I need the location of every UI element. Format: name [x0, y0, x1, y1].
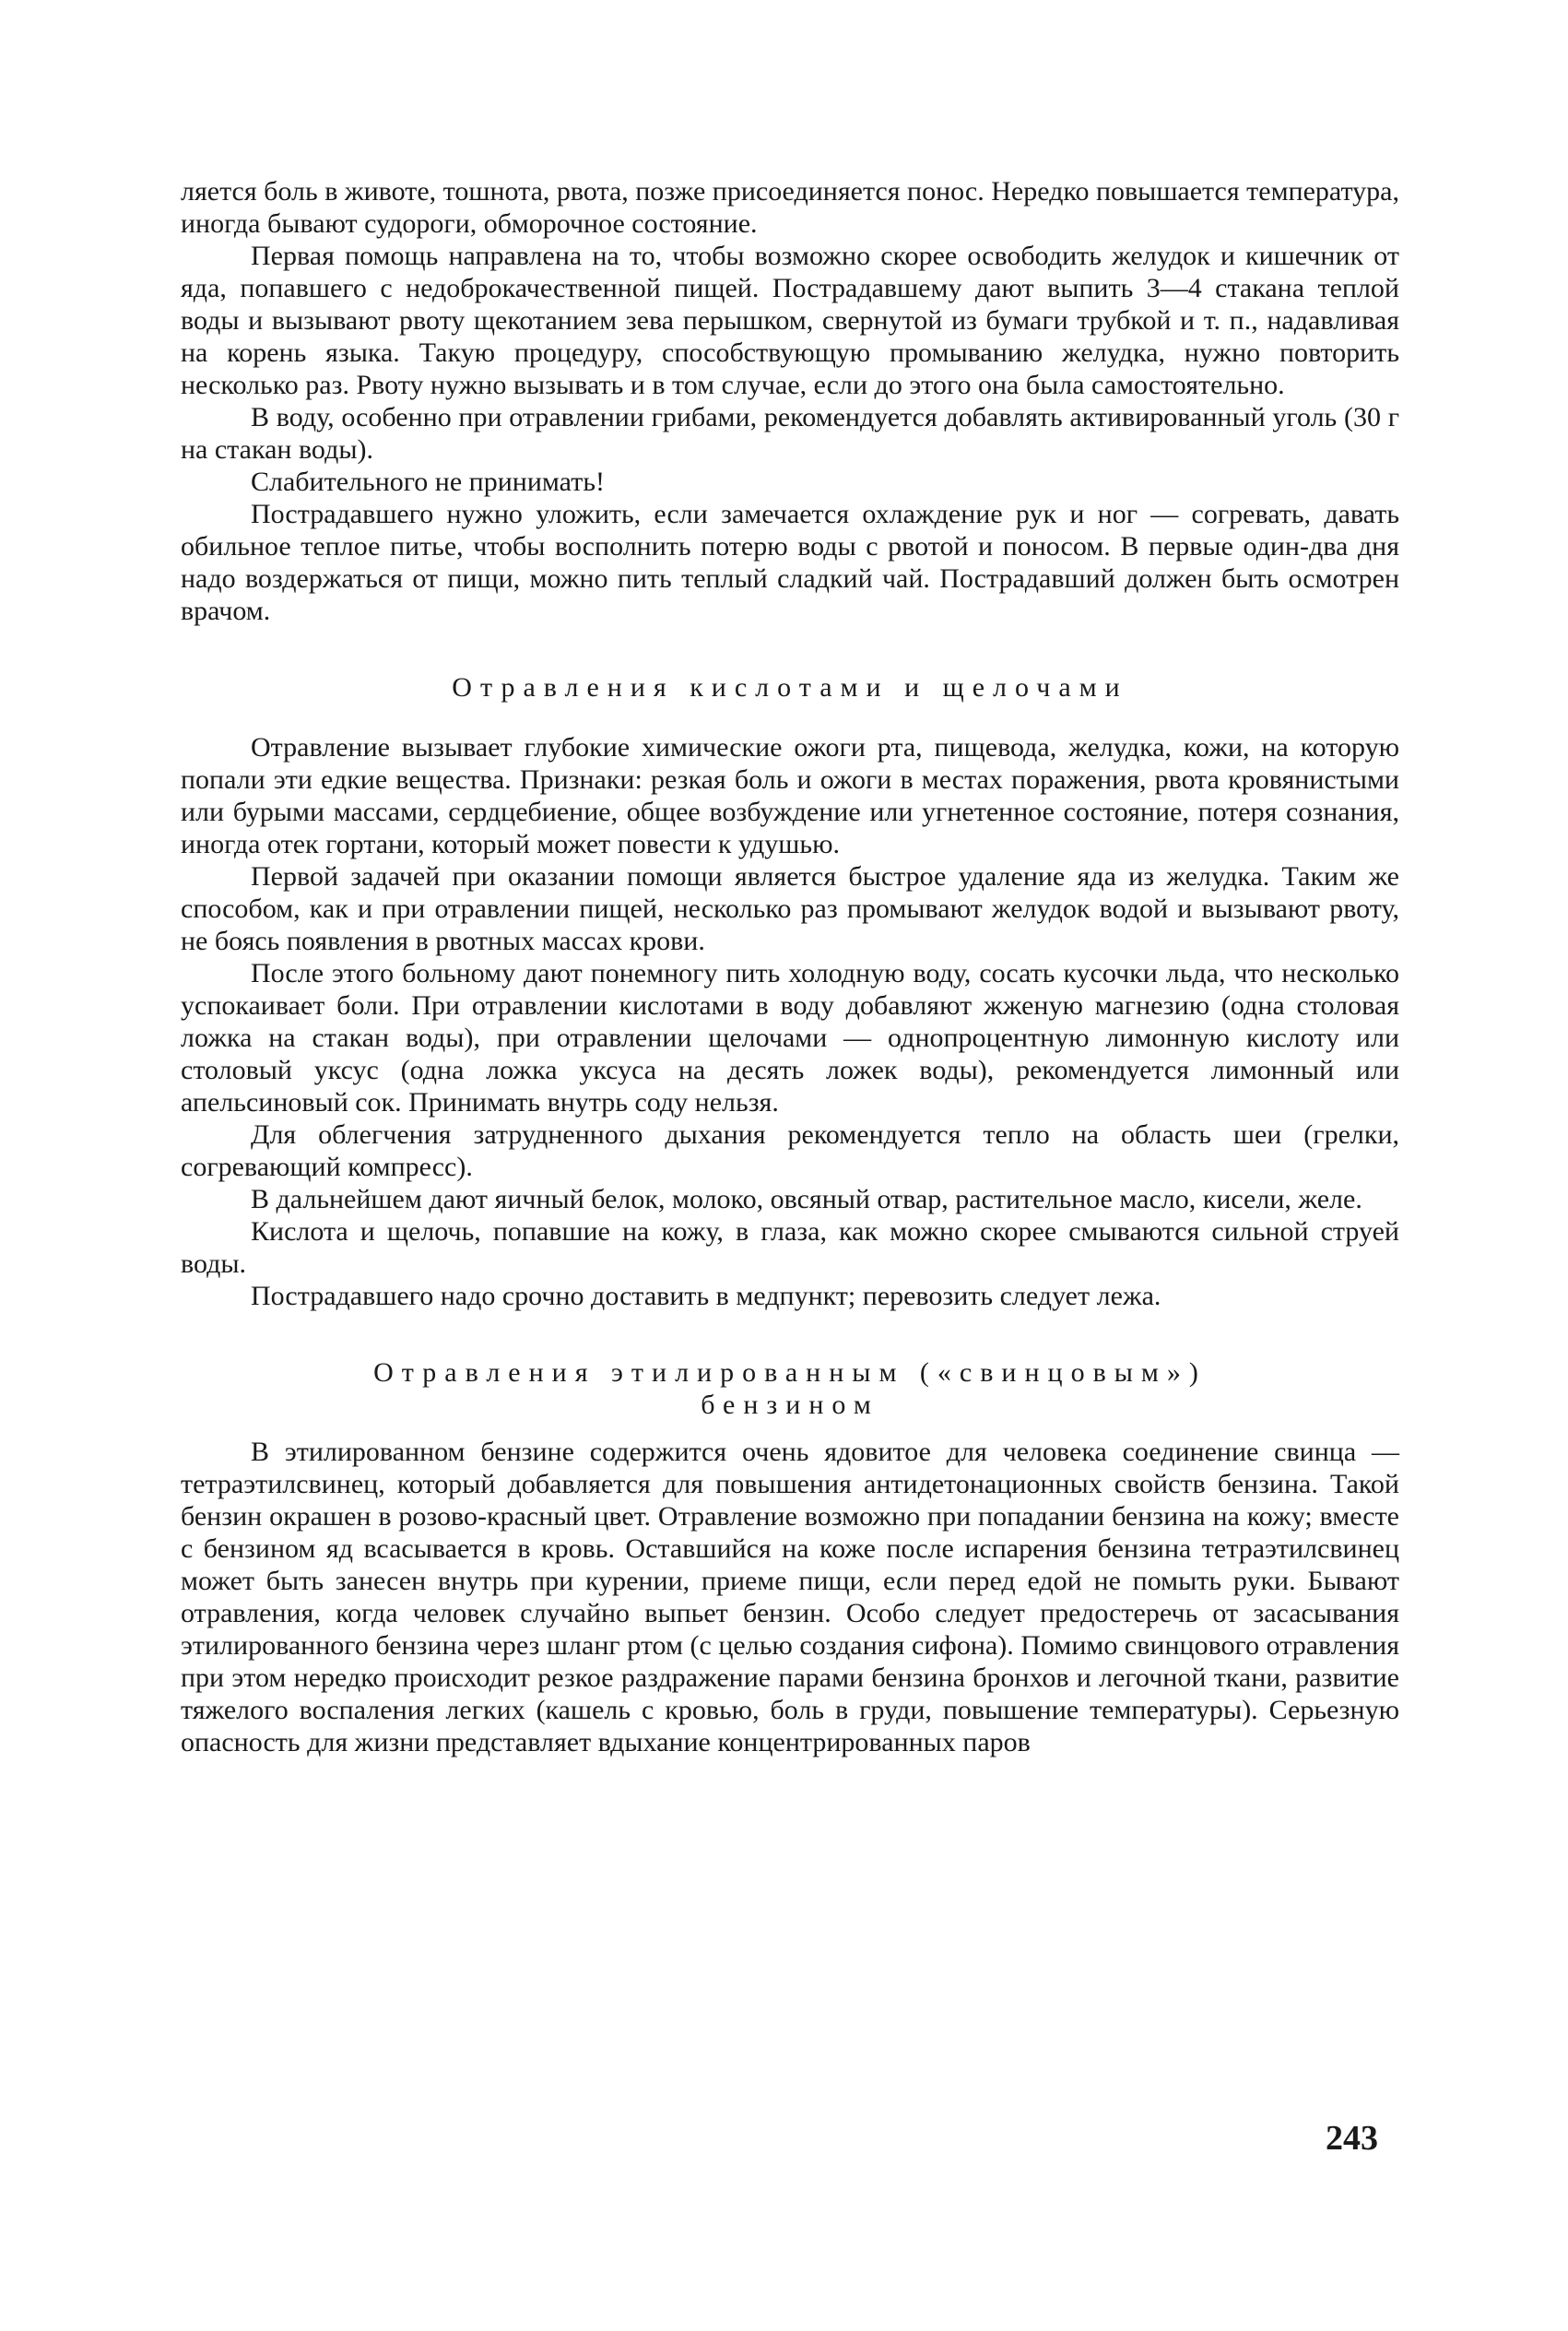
- paragraph-no-laxatives: Слабительного не принимать!: [251, 467, 605, 497]
- paragraph-acid-breathing: Для облегчения затрудненного дыхания рекомендуется тепло на область шеи (грелки, согревающий компресс).: [181, 1119, 1399, 1182]
- section-heading-acids-alkalis: Отравления кислотами и щелочами: [452, 672, 1128, 703]
- paragraph-acid-cold-water: После этого больному дают понемногу пить холодную воду, сосать кусочки льда, что несколько успокаивает боли. При отравлении кислотами в воду добавляют жженую магнезию (одна столовая ложка на стакан воды), при отравлении щелочами — однопроцентную лимонную кислоту или столовый уксус (одна ложка уксуса на десять ложек воды), рекомендуется лимонный или апельсиновый сок. Принимать внутрь соду нельзя.: [181, 958, 1399, 1118]
- paragraph-gasoline: В этилированном бензине содержится очень ядовитое для человека соединение свинца — тетраэтилсвинец, который добавляется для повышения антидетонационных свойств бензина. Такой бензин окрашен в розово-красный цвет. Отравление возможно при попадании бензина на кожу; вместе с бензином яд всасывается в кровь. Оставшийся на коже после испарения бензина тетраэтилсвинец может быть занесен внутрь при курении, приеме пищи, если перед едой не помыть руки. Бывают отравления, когда человек случайно выпьет бензин. Особо следует предостеречь от засасывания этилированного бензина через шланг ртом (с целью создания сифона). Помимо свинцового отравления при этом нередко происходит резкое раздражение парами бензина бронхов и легочной ткани, развитие тяжелого воспаления легких (кашель с кровью, боль в груди, повышение температуры). Серьезную опасность для жизни представляет вдыхание концентрированных паров: [181, 1437, 1399, 1757]
- paragraph-acid-transport: Пострадавшего надо срочно доставить в медпункт; перевозить следует лежа.: [251, 1281, 1161, 1311]
- paragraph-acid-first-task: Первой задачей при оказании помощи является быстрое удаление яда из желудка. Таким же способом, как и при отравлении пищей, несколько раз промывают желудок водой и вызывают рвоту, не боясь появления в рвотных массах крови.: [181, 861, 1399, 956]
- paragraph-warming: Пострадавшего нужно уложить, если замечается охлаждение рук и ног — согревать, давать обильное теплое питье, чтобы восполнить потерю воды с рвотой и поносом. В первые один-два дня надо воздержаться от пищи, можно пить теплый сладкий чай. Пострадавший должен быть осмотрен врачом.: [181, 499, 1399, 626]
- paragraph-acid-further: В дальнейшем дают яичный белок, молоко, овсяный отвар, растительное масло, кисели, желе.: [251, 1184, 1362, 1214]
- paragraph-continuation: ляется боль в животе, тошнота, рвота, позже присоединяется понос. Нередко повышается температура, иногда бывают судороги, обморочное состояние.: [181, 176, 1399, 239]
- section-heading-line1: Отравления этилированным («свинцовым»): [373, 1357, 1207, 1388]
- paragraph-first-aid: Первая помощь направлена на то, чтобы возможно скорее освободить желудок и кишечник от яда, попавшего с недоброкачественной пищей. Пострадавшему дают выпить 3—4 стакана теплой воды и вызывают рвоту щекотанием зева перышком, свернутой из бумаги трубкой и т. п., надавливая на корень языка. Такую процедуру, способствующую промыванию желудка, нужно повторить несколько раз. Рвоту нужно вызывать и в том случае, если до этого она была самостоятельно.: [181, 241, 1399, 400]
- page-number: 243: [1326, 2119, 1378, 2158]
- section-heading-leaded-gasoline: [181, 1356, 1399, 1421]
- paragraph-acid-symptoms: Отравление вызывает глубокие химические ожоги рта, пищевода, желудка, кожи, на которую попали эти едкие вещества. Признаки: резкая боль и ожоги в местах поражения, рвота кровянистыми или бурыми массами, сердцебиение, общее возбуждение или угнетенное состояние, потеря сознания, иногда отек гортани, который может повести к удушью.: [181, 732, 1399, 859]
- section-heading-line2: бензином: [701, 1390, 879, 1420]
- paragraph-activated-charcoal: В воду, особенно при отравлении грибами, рекомендуется добавлять активированный уголь (30 г на стакан воды).: [181, 402, 1399, 465]
- page-body: [181, 175, 1399, 1758]
- paragraph-acid-skin: Кислота и щелочь, попавшие на кожу, в глаза, как можно скорее смываются сильной струей воды.: [181, 1216, 1399, 1279]
